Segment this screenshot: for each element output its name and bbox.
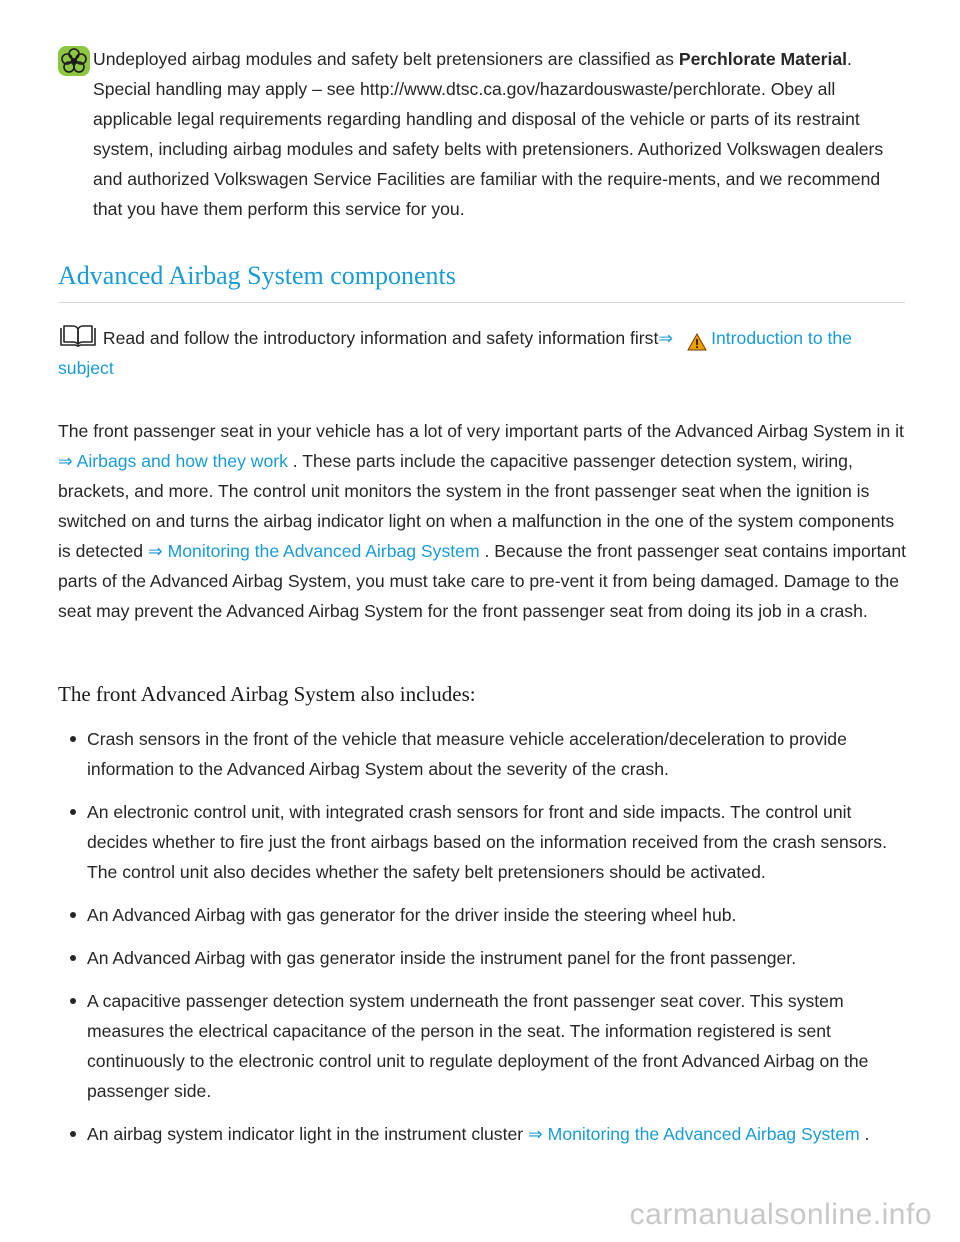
intro-note xyxy=(58,323,908,383)
airbags-how-they-work-link[interactable]: ⇒ Airbags and how they work xyxy=(58,451,288,471)
list-item xyxy=(58,724,908,784)
body-text-2: . These parts include the capacitive passenger detection system, wiring, brackets, and more. The control unit monitors the system in the front passenger seat when the ignition is switched on and turns the airbag indicator light on when a malfunction in the one of the system components is detected xyxy=(58,451,895,561)
list-item-text: An airbag system indicator light in the instrument cluster xyxy=(87,1124,529,1144)
components-list xyxy=(58,724,908,1162)
bullet xyxy=(70,912,76,918)
list-item xyxy=(58,797,908,887)
watermark: carmanualsonline.info xyxy=(629,1198,932,1231)
monitoring-airbag-system-link-2[interactable]: ⇒ Monitoring the Advanced Airbag System xyxy=(528,1124,860,1144)
intro-text: Read and follow the introductory information and safety information first xyxy=(98,328,659,348)
warning-icon xyxy=(687,331,707,351)
subheading: The front Advanced Airbag System also includes: xyxy=(58,682,476,706)
perchlorate-label: Perchlorate Material xyxy=(678,49,848,69)
environment-text-after: . Special handling may apply – see http://www.dtsc.ca.gov/hazardouswaste/perchlorate. Obey all applicable legal requirements regarding handling and disposal of the vehicle or parts of its restraint system, including airbag modules and safety belts with pretensioners. Authorized Volkswagen dealers and authorized Volkswagen Service Facilities are familiar with the require-ments, and we recommend that you have them perform this service for you. xyxy=(93,49,884,219)
environment-text-before: Undeployed airbag modules and safety belt pretensioners are classified as xyxy=(93,49,679,69)
list-item xyxy=(58,943,908,973)
body-text-1: The front passenger seat in your vehicle has a lot of very important parts of the Advanced Airbag System in it xyxy=(58,421,904,441)
bullet xyxy=(70,809,76,815)
list-item-text: An Advanced Airbag with gas generator inside the instrument panel for the front passenger. xyxy=(87,948,797,968)
body-paragraph xyxy=(58,416,908,626)
bullet xyxy=(70,998,76,1004)
list-item-text: An electronic control unit, with integrated crash sensors for front and side impacts. The control unit decides whether to fire just the front airbags based on the information received from the crash sensors. The control unit also decides whether the safety belt pretensioners should be activated. xyxy=(87,802,887,882)
list-item-text: A capacitive passenger detection system underneath the front passenger seat cover. This system measures the electrical capacitance of the person in the seat. The information registered is sent continuously to the electronic control unit to regulate deployment of the front Advanced Airbag on the passenger side. xyxy=(87,991,869,1101)
section-title: Advanced Airbag System components xyxy=(58,258,905,303)
bullet xyxy=(70,955,76,961)
list-item-end: . xyxy=(859,1124,870,1144)
list-item xyxy=(58,986,908,1106)
monitoring-airbag-system-link[interactable]: ⇒ Monitoring the Advanced Airbag System xyxy=(147,541,480,561)
bullet xyxy=(70,1131,76,1137)
body-text-3: . Because the front passenger seat contains important parts of the Advanced Airbag System, you must take care to pre-vent it from being damaged. Damage to the seat may prevent the Advanced Airbag System for the front passenger seat from doing its job in a crash. xyxy=(58,541,907,621)
book-icon xyxy=(58,324,98,348)
list-item xyxy=(58,1119,908,1149)
flower-environment-icon xyxy=(58,46,90,76)
list-item xyxy=(58,900,908,930)
intro-arrow-link[interactable]: ⇒ xyxy=(658,328,674,348)
bullet xyxy=(70,736,76,742)
list-item-text: Crash sensors in the front of the vehicle that measure vehicle acceleration/deceleration to provide information to the Advanced Airbag System about the severity of the crash. xyxy=(87,729,847,779)
introduction-subject-link[interactable]: Introduction to the subject xyxy=(58,328,852,378)
environment-text xyxy=(93,44,908,224)
environment-note xyxy=(58,44,908,224)
list-item-text: An Advanced Airbag with gas generator for the driver inside the steering wheel hub. xyxy=(87,905,737,925)
